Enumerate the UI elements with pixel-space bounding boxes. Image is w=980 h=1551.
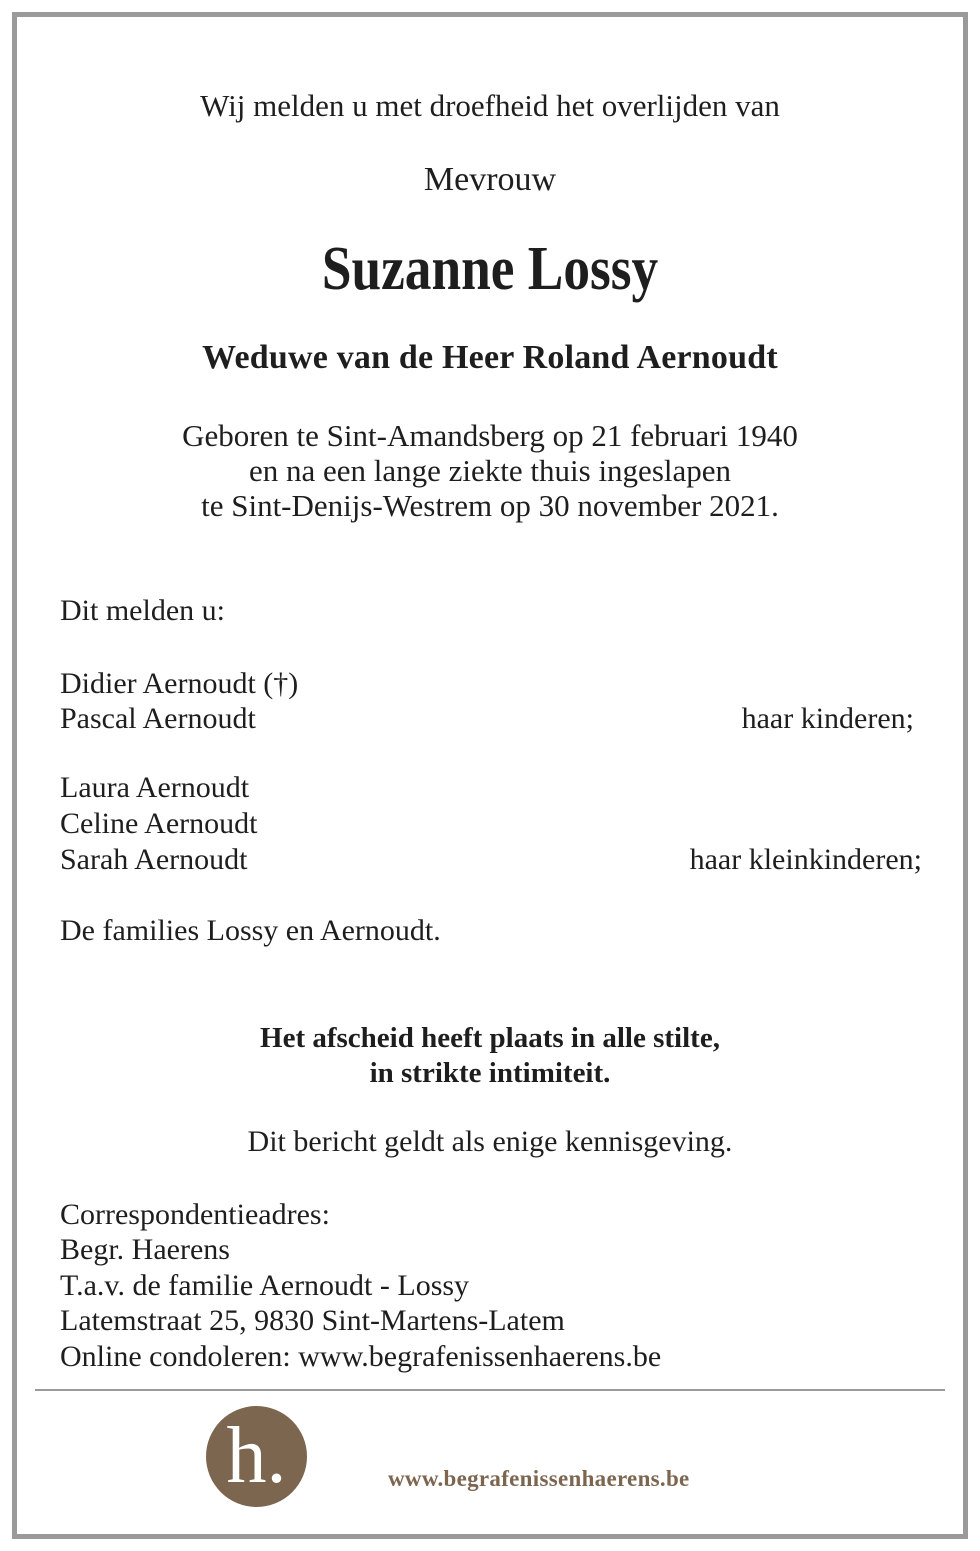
haerens-logo: h. — [206, 1406, 307, 1507]
birth-line: Geboren te Sint-Amandsberg op 21 februari 1940 — [182, 418, 798, 453]
correspondence-line: Begr. Haerens — [60, 1233, 230, 1266]
death-line: en na een lange ziekte thuis ingeslapen — [248, 453, 732, 488]
families-line: De families Lossy en Aernoudt. — [60, 914, 441, 947]
footer-website-link[interactable]: www.begrafenissenhaerens.be — [388, 1466, 690, 1491]
sole-notice: Dit bericht geldt als enige kennisgeving. — [247, 1125, 733, 1158]
grandchild-name: Sarah Aernoudt — [60, 843, 248, 876]
farewell-line: in strikte intimiteit. — [369, 1057, 611, 1089]
condolence-line: Online condoleren: www.begrafenissenhaerens.be — [60, 1340, 662, 1373]
grandchild-name: Celine Aernoudt — [60, 807, 258, 840]
grandchild-name: Laura Aernoudt — [60, 771, 250, 804]
announced-by: Dit melden u: — [60, 594, 225, 627]
children-relation: haar kinderen; — [741, 702, 914, 735]
widow-of: Weduwe van de Heer Roland Aernoudt — [202, 339, 778, 376]
deceased-name: Suzanne Lossy — [321, 235, 659, 303]
grandchildren-relation: haar kleinkinderen; — [689, 843, 922, 876]
death-place-line: te Sint-Denijs-Westrem op 30 november 2021. — [201, 488, 779, 523]
intro-text: Wij melden u met droefheid het overlijden van — [200, 88, 780, 123]
footer-divider — [35, 1389, 945, 1391]
child-name: Didier Aernoudt (†) — [60, 667, 299, 700]
child-name: Pascal Aernoudt — [60, 702, 256, 735]
correspondence-line: Latemstraat 25, 9830 Sint-Martens-Latem — [60, 1304, 565, 1337]
honorific: Mevrouw — [423, 161, 557, 198]
correspondence-line: T.a.v. de familie Aernoudt - Lossy — [60, 1269, 470, 1302]
farewell-line: Het afscheid heeft plaats in alle stilte, — [260, 1022, 720, 1054]
correspondence-heading: Correspondentieadres: — [60, 1198, 330, 1231]
